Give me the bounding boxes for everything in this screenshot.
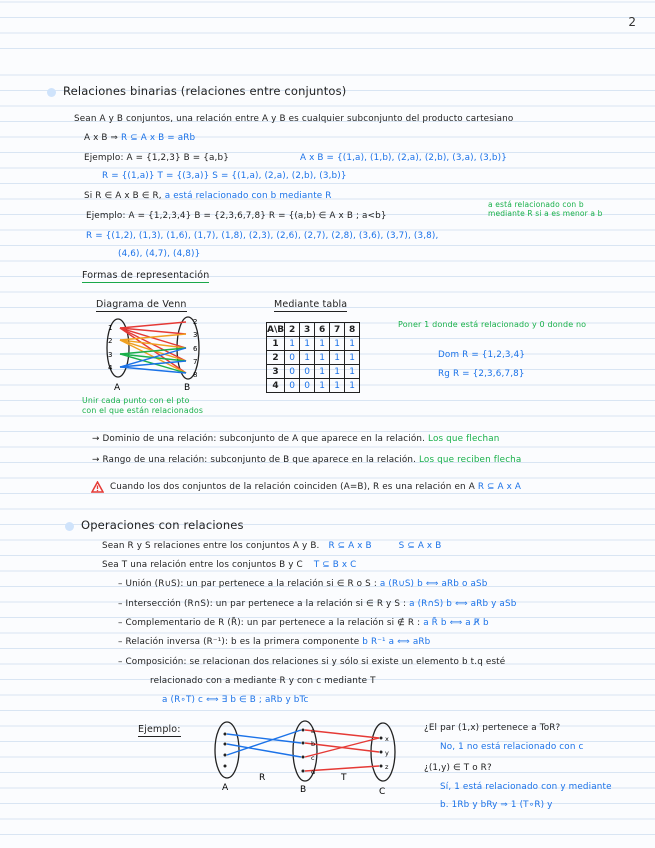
venn-note bbox=[82, 396, 203, 416]
range-note: Los que reciben flecha bbox=[419, 455, 522, 465]
example1-label: Ejemplo: bbox=[84, 153, 124, 163]
bullet-icon bbox=[47, 88, 56, 97]
example-label-text: Ejemplo: bbox=[138, 724, 181, 735]
warning-formula: R ⊆ A x A bbox=[477, 482, 522, 492]
set-b-element-b: b bbox=[311, 740, 316, 748]
venn-b-7: 7 bbox=[193, 358, 198, 366]
venn-b-2: 2 bbox=[193, 318, 198, 326]
op-inverse-formula: b R⁻¹ a ⟺ aRb bbox=[362, 637, 431, 647]
table-cell: 1 bbox=[300, 337, 315, 351]
table-cell: 0 bbox=[285, 365, 300, 379]
domain-set: Dom R = {1,2,3,4} bbox=[438, 350, 526, 360]
table-cell: 0 bbox=[285, 379, 300, 393]
table-header-cell: 8 bbox=[345, 323, 360, 337]
table-cell: 1 bbox=[345, 365, 360, 379]
table-cell: 1 bbox=[315, 379, 330, 393]
ops-intro2-formula: T ⊆ B x C bbox=[313, 560, 357, 570]
venn-arrows bbox=[120, 322, 186, 373]
set-c-element-y: y bbox=[385, 749, 389, 757]
table-cell: 1 bbox=[315, 337, 330, 351]
venn-label-b: B bbox=[184, 383, 191, 392]
op-intersection-formula: a (R∩S) b ⟺ aRb y aSb bbox=[409, 599, 517, 609]
label-set-b: B bbox=[300, 785, 307, 795]
table-cell: 1 bbox=[345, 379, 360, 393]
table-cell: 1 bbox=[345, 351, 360, 365]
answer-2-line1: Sí, 1 está relacionado con y mediante bbox=[440, 782, 612, 792]
forms-title-text: Formas de representación bbox=[82, 270, 210, 281]
set-c-element-z: z bbox=[385, 763, 389, 771]
venn-b-8: 8 bbox=[193, 371, 198, 379]
membership-suffix: a está relacionado con b mediante R bbox=[164, 191, 332, 201]
range-definition bbox=[92, 455, 521, 465]
table-header-cell: A\B bbox=[267, 324, 285, 335]
example1-line bbox=[84, 153, 229, 163]
table-cell: 0 bbox=[285, 351, 300, 365]
example2-sets: A = {1,2,3,4} B = {2,3,6,7,8} R = {(a,b) ∈ A x B ; a<b} bbox=[128, 211, 387, 221]
venn-title bbox=[96, 299, 187, 310]
table-row bbox=[267, 365, 360, 379]
set-c-points bbox=[380, 737, 383, 768]
venn-a-4: 4 bbox=[108, 364, 113, 372]
example1-sets: A = {1,2,3} B = {a,b} bbox=[126, 153, 229, 163]
op-composition-line2: relacionado con a mediante R y con c mediante T bbox=[150, 676, 376, 686]
venn-note-line1: Unir cada punto con el pto bbox=[82, 396, 190, 405]
composition-diagram bbox=[205, 718, 410, 798]
op-intersection-label: – Intersección (R∩S): un par pertenece a la relación si ∈ R y S : bbox=[118, 599, 407, 609]
example2-R-line1: R = {(1,2), (1,3), (1,6), (1,7), (1,8), (2,3), (2,6), (2,7), (2,8), (3,6), (3,7), (3,8), bbox=[86, 231, 439, 241]
side-note-line1: a está relacionado con b bbox=[488, 200, 584, 209]
set-b-points bbox=[302, 729, 305, 773]
product-formula: R ⊆ A x B = aRb bbox=[121, 133, 196, 143]
op-complement-formula: a R̄ b ⟺ a R̸ b bbox=[423, 618, 489, 628]
label-set-c: C bbox=[379, 787, 386, 797]
table-header-cell: 2 bbox=[285, 323, 300, 337]
question-2: ¿(1,y) ∈ T o R? bbox=[424, 763, 492, 773]
example2-label: Ejemplo: bbox=[86, 211, 126, 221]
bullet-icon bbox=[65, 522, 74, 531]
set-a-ellipse bbox=[215, 722, 239, 778]
warning-text: Cuando los dos conjuntos de la relación coinciden (A=B), R es una relación en A bbox=[110, 482, 475, 492]
relation-table bbox=[266, 322, 360, 393]
product-label: A x B ⇒ bbox=[84, 133, 119, 143]
forms-title bbox=[82, 270, 209, 281]
ops-intro2-text: Sea T una relación entre los conjuntos B y C bbox=[102, 560, 303, 570]
page-number: 2 bbox=[628, 15, 636, 29]
table-cell: 1 bbox=[330, 351, 345, 365]
venn-a-1: 1 bbox=[108, 324, 113, 332]
table-cell: 1 bbox=[315, 365, 330, 379]
table-cell: 0 bbox=[300, 379, 315, 393]
warning-line bbox=[110, 482, 521, 492]
warning-icon bbox=[91, 481, 104, 493]
example2-line bbox=[86, 211, 387, 221]
venn-a-2: 2 bbox=[108, 337, 113, 345]
range-set: Rg R = {2,3,6,7,8} bbox=[438, 369, 525, 379]
domain-definition bbox=[92, 434, 500, 444]
set-b-element-d: d bbox=[311, 768, 316, 776]
table-row bbox=[267, 379, 360, 393]
table-header-cell: 3 bbox=[300, 323, 315, 337]
ops-intro bbox=[102, 541, 441, 551]
answer-1: No, 1 no está relacionado con c bbox=[440, 742, 584, 752]
table-header-row bbox=[267, 323, 360, 337]
intro-text: Sean A y B conjuntos, una relación entre A y B es cualquier subconjunto del producto cartesiano bbox=[74, 114, 514, 124]
domain-def-text: → Dominio de una relación: subconjunto de A que aparece en la relación. bbox=[92, 434, 426, 444]
set-c-element-x: x bbox=[385, 735, 389, 743]
table-row-header: 3 bbox=[267, 365, 285, 379]
table-row bbox=[267, 351, 360, 365]
table-cell: 1 bbox=[315, 351, 330, 365]
op-complement-label: – Complementario de R (R̄): un par pertenece a la relación si ∉ R : bbox=[118, 618, 421, 628]
label-set-a: A bbox=[222, 783, 229, 793]
op-intersection bbox=[118, 599, 516, 609]
table-header-cell: 6 bbox=[315, 323, 330, 337]
venn-diagram bbox=[100, 310, 220, 392]
label-relation-t: T bbox=[341, 773, 347, 783]
set-b-element-c: c bbox=[311, 754, 315, 762]
op-inverse-label: – Relación inversa (R⁻¹): b es la primera componente bbox=[118, 637, 360, 647]
op-union-formula: a (R∪S) b ⟺ aRb o aSb bbox=[379, 579, 488, 589]
table-cell: 1 bbox=[345, 337, 360, 351]
ops-intro-text: Sean R y S relaciones entre los conjuntos A y B. bbox=[102, 541, 320, 551]
table-row-header: 2 bbox=[267, 351, 285, 365]
table-note: Poner 1 donde está relacionado y 0 donde no bbox=[398, 320, 587, 329]
ops-intro-formula-r: R ⊆ A x B bbox=[328, 541, 372, 551]
example2-R-line2: (4,6), (4,7), (4,8)} bbox=[118, 249, 201, 259]
membership-prefix: Si R ∈ A x B ∈ R, bbox=[84, 191, 162, 201]
set-b-element-a: a bbox=[311, 727, 315, 735]
op-composition-formula: a (R∘T) c ⟺ ∃ b ∈ B ; aRb y bTc bbox=[162, 695, 309, 705]
venn-b-6: 6 bbox=[193, 345, 198, 353]
table-cell: 1 bbox=[300, 351, 315, 365]
op-complement bbox=[118, 618, 489, 628]
example-label bbox=[138, 724, 181, 735]
table-title bbox=[274, 299, 347, 310]
venn-a-3: 3 bbox=[108, 351, 113, 359]
op-composition-line1: – Composición: se relacionan dos relaciones si y sólo si existe un elemento b t.q esté bbox=[118, 657, 506, 667]
op-union-label: – Unión (R∪S): un par pertenece a la relación si ∈ R o S : bbox=[118, 579, 377, 589]
table-cell: 0 bbox=[300, 365, 315, 379]
side-note bbox=[488, 200, 603, 218]
table-row bbox=[267, 337, 360, 351]
label-relation-r: R bbox=[259, 773, 266, 783]
ops-intro2 bbox=[102, 560, 356, 570]
table-cell: 1 bbox=[330, 379, 345, 393]
domain-note: Los que flechan bbox=[428, 434, 500, 444]
question-1: ¿El par (1,x) pertenece a ToR? bbox=[424, 723, 561, 733]
example1-product: A x B = {(1,a), (1,b), (2,a), (2,b), (3,a), (3,b)} bbox=[300, 153, 507, 163]
op-union bbox=[118, 579, 487, 589]
venn-label-a: A bbox=[114, 383, 121, 392]
op-inverse bbox=[118, 637, 430, 647]
ops-intro-formula-s: S ⊆ A x B bbox=[398, 541, 442, 551]
product-line bbox=[84, 133, 195, 143]
example1-relations: R = {(1,a)} T = {(3,a)} S = {(1,a), (2,a), (2,b), (3,b)} bbox=[102, 171, 347, 181]
side-note-line2: mediante R si a es menor a b bbox=[488, 209, 603, 218]
table-cell: 1 bbox=[330, 337, 345, 351]
set-a-points bbox=[224, 733, 227, 768]
venn-title-text: Diagrama de Venn bbox=[96, 299, 187, 310]
answer-2-line2: b. 1Rb y bRy ⇒ 1 (T∘R) y bbox=[440, 800, 553, 810]
table-title-text: Mediante tabla bbox=[274, 299, 348, 310]
section-title-operaciones: Operaciones con relaciones bbox=[81, 518, 244, 532]
table-header-cell: 7 bbox=[330, 323, 345, 337]
table-row-header: 4 bbox=[267, 379, 285, 393]
table-row-header: 1 bbox=[267, 337, 285, 351]
table-cell: 1 bbox=[330, 365, 345, 379]
venn-b-3: 3 bbox=[193, 331, 198, 339]
venn-note-line2: con el que están relacionados bbox=[82, 406, 204, 415]
range-def-text: → Rango de una relación: subconjunto de B que aparece en la relación. bbox=[92, 455, 417, 465]
section-title-relaciones: Relaciones binarias (relaciones entre conjuntos) bbox=[63, 84, 347, 98]
membership-line bbox=[84, 191, 332, 201]
table-cell: 1 bbox=[285, 337, 300, 351]
